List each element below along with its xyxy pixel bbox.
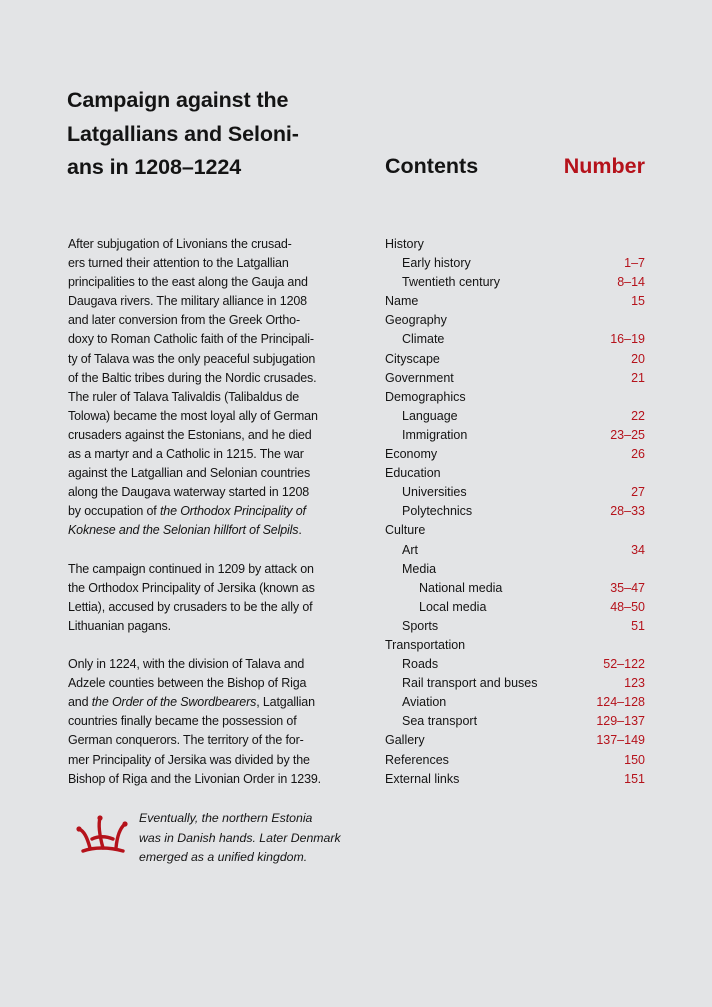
body-text-segment: crusaders against the Estonians, and he died	[68, 427, 312, 442]
body-line	[68, 579, 328, 598]
contents-item-pages: 21	[631, 370, 645, 385]
article-title-line: ans in 1208–1224	[67, 155, 242, 179]
article-title	[67, 84, 337, 185]
body-line	[68, 426, 328, 445]
contents-item-pages: 23–25	[610, 427, 645, 442]
contents-row[interactable]	[385, 655, 645, 674]
pull-quote	[139, 809, 349, 868]
body-line	[68, 502, 328, 521]
body-line	[68, 254, 328, 273]
contents-item-pages: 1–7	[624, 256, 645, 271]
body-line	[68, 369, 328, 388]
contents-item-label: References	[385, 752, 449, 767]
body-text-segment: principalities to the east along the Gauja and	[68, 275, 308, 290]
body-line	[68, 407, 328, 426]
body-text-segment: countries finally became the possession of	[68, 714, 297, 729]
number-heading: Number	[563, 154, 645, 178]
body-paragraph	[68, 655, 328, 789]
contents-row[interactable]	[385, 369, 645, 388]
contents-row[interactable]	[385, 502, 645, 521]
contents-item-pages: 52–122	[603, 657, 645, 672]
contents-row[interactable]	[385, 693, 645, 712]
body-paragraph	[68, 560, 328, 636]
contents-header	[385, 150, 645, 183]
body-line	[68, 693, 328, 712]
contents-item-label: Immigration	[402, 427, 468, 442]
body-line	[68, 598, 328, 617]
contents-row[interactable]	[385, 598, 645, 617]
contents-item-label: Culture	[385, 523, 426, 538]
body-line	[68, 388, 328, 407]
contents-row[interactable]	[385, 388, 645, 407]
body-text-segment: ty of Talava was the only peaceful subjugation	[68, 351, 316, 366]
contents-item-label: Name	[385, 294, 419, 309]
body-line	[68, 712, 328, 731]
contents-item-pages: 26	[631, 447, 645, 462]
contents-row[interactable]	[385, 617, 645, 636]
body-line	[68, 560, 328, 579]
contents-item-label: History	[385, 237, 424, 251]
contents-row[interactable]	[385, 521, 645, 540]
contents-item-label: Government	[385, 370, 454, 385]
body-line	[68, 235, 328, 254]
contents-item-label: Early history	[402, 256, 471, 271]
italic-text: the Orthodox Principality of	[159, 504, 306, 519]
contents-item-label: Roads	[402, 657, 439, 672]
contents-item-pages: 22	[631, 408, 645, 423]
body-text-segment: against the Latgallian and Selonian countries	[68, 466, 311, 481]
contents-heading: Contents	[385, 154, 479, 178]
body-line	[68, 483, 328, 502]
body-text-segment: by occupation of	[68, 504, 160, 519]
quote-line: emerged as a unified kingdom.	[139, 850, 308, 864]
contents-row[interactable]	[385, 254, 645, 273]
body-text-segment: doxy to Roman Catholic faith of the Principali-	[68, 332, 314, 347]
contents-item-pages: 151	[624, 771, 645, 786]
body-line	[68, 521, 328, 540]
body-text-segment: The ruler of Talava Talivaldis (Talibaldus de	[68, 389, 300, 404]
body-text-segment: Only in 1224, with the division of Talava and	[68, 657, 305, 672]
contents-item-pages: 124–128	[596, 695, 645, 710]
quote-line: was in Danish hands. Later Denmark	[139, 830, 341, 845]
body-text-segment: of the Baltic tribes during the Nordic crusades.	[68, 370, 317, 385]
contents-item-pages: 51	[631, 618, 645, 633]
contents-item-label: Universities	[402, 485, 467, 500]
body-text-segment: and later conversion from the Greek Ortho-	[68, 313, 300, 328]
contents-item-pages: 123	[624, 676, 645, 691]
body-text-segment: and	[68, 695, 92, 710]
contents-row[interactable]	[385, 770, 645, 789]
contents-item-pages: 28–33	[610, 504, 645, 519]
contents-row[interactable]	[385, 445, 645, 464]
contents-item-pages: 15	[631, 294, 645, 309]
body-line	[68, 770, 328, 789]
contents-item-label: Media	[402, 561, 437, 576]
contents-item-label: Sports	[402, 618, 439, 633]
body-text-segment: Adzele counties between the Bishop of Riga	[68, 676, 307, 691]
contents-item-pages: 137–149	[596, 733, 645, 748]
contents-item-pages: 150	[624, 752, 645, 767]
contents-item-label: Geography	[385, 313, 447, 328]
contents-row[interactable]	[385, 751, 645, 770]
contents-item-label: Art	[402, 542, 418, 557]
body-text-segment: After subjugation of Livonians the crusad-	[68, 237, 292, 251]
body-text-segment: , Latgallian	[256, 695, 315, 710]
body-text-segment: as a martyr and a Catholic in 1215. The war	[68, 447, 304, 462]
body-paragraph	[68, 235, 328, 541]
contents-row[interactable]	[385, 350, 645, 369]
contents-item-pages: 35–47	[610, 580, 645, 595]
article-body	[68, 235, 328, 808]
contents-row[interactable]	[385, 636, 645, 655]
contents-row[interactable]	[385, 330, 645, 349]
contents-item-label: Education	[385, 466, 441, 481]
body-line	[68, 330, 328, 349]
quote-line: Eventually, the northern Estonia	[139, 811, 313, 825]
article-title-line: Latgallians and Seloni-	[67, 121, 299, 146]
contents-item-pages: 20	[631, 351, 645, 366]
contents-item-label: Economy	[385, 447, 438, 462]
article-title-line: Campaign against the	[67, 88, 289, 112]
contents-row[interactable]	[385, 292, 645, 311]
contents-row[interactable]	[385, 712, 645, 731]
body-text-segment: Lithuanian pagans.	[68, 618, 171, 633]
contents-row[interactable]	[385, 426, 645, 445]
contents-row[interactable]	[385, 483, 645, 502]
contents-row[interactable]	[385, 311, 645, 330]
contents-item-label: National media	[419, 580, 503, 595]
contents-row[interactable]	[385, 674, 645, 693]
contents-item-pages: 27	[631, 485, 645, 500]
body-text-segment: mer Principality of Jersika was divided by the	[68, 752, 310, 767]
contents-row[interactable]	[385, 560, 645, 579]
body-line	[68, 464, 328, 483]
body-text-segment: German conquerors. The territory of the for-	[68, 733, 304, 748]
contents-item-label: Twentieth century	[402, 275, 500, 290]
body-line	[68, 731, 328, 750]
contents-row[interactable]	[385, 464, 645, 483]
contents-row[interactable]	[385, 407, 645, 426]
italic-text: Koknese and the Selonian hillfort of Selpils	[68, 523, 299, 538]
body-line	[68, 445, 328, 464]
body-line	[68, 273, 328, 292]
body-line	[68, 292, 328, 311]
body-line	[68, 655, 328, 674]
contents-item-label: Gallery	[385, 733, 425, 748]
body-text-segment: Lettia), accused by crusaders to be the ally of	[68, 599, 313, 614]
contents-item-pages: 129–137	[596, 714, 645, 729]
contents-row[interactable]	[385, 579, 645, 598]
contents-list	[385, 235, 645, 789]
contents-item-label: Language	[402, 408, 458, 423]
body-line	[68, 617, 328, 636]
contents-row[interactable]	[385, 273, 645, 292]
contents-item-label: Sea transport	[402, 714, 478, 729]
contents-item-pages: 48–50	[610, 599, 645, 614]
body-line	[68, 311, 328, 330]
contents-item-label: Polytechnics	[402, 504, 473, 519]
contents-row[interactable]	[385, 235, 645, 254]
crown-icon	[76, 815, 128, 857]
body-text-segment: Bishop of Riga and the Livonian Order in 1239.	[68, 771, 321, 786]
contents-item-pages: 34	[631, 542, 645, 557]
contents-item-label: Rail transport and buses	[402, 676, 538, 691]
body-line	[68, 674, 328, 693]
body-text-segment: .	[298, 523, 302, 538]
contents-item-label: Local media	[419, 599, 487, 614]
contents-item-pages: 8–14	[617, 275, 645, 290]
contents-item-pages: 16–19	[610, 332, 645, 347]
body-text-segment: Tolowa) became the most loyal ally of German	[68, 408, 318, 423]
body-text-segment: ers turned their attention to the Latgallian	[68, 256, 289, 271]
italic-text: the Order of the Swordbearers	[91, 695, 257, 710]
contents-row[interactable]	[385, 731, 645, 750]
contents-item-label: Cityscape	[385, 351, 440, 366]
contents-item-label: Climate	[402, 332, 445, 347]
body-text-segment: Daugava rivers. The military alliance in 1208	[68, 294, 307, 309]
body-text-segment: The campaign continued in 1209 by attack on	[68, 561, 314, 576]
contents-item-label: Transportation	[385, 637, 466, 652]
contents-row[interactable]	[385, 541, 645, 560]
contents-item-label: Demographics	[385, 389, 466, 404]
body-line	[68, 350, 328, 369]
body-text-segment: along the Daugava waterway started in 1208	[68, 485, 310, 500]
contents-item-label: Aviation	[402, 695, 447, 710]
contents-item-label: External links	[385, 771, 460, 786]
body-line	[68, 751, 328, 770]
body-text-segment: the Orthodox Principality of Jersika (known as	[68, 580, 315, 595]
